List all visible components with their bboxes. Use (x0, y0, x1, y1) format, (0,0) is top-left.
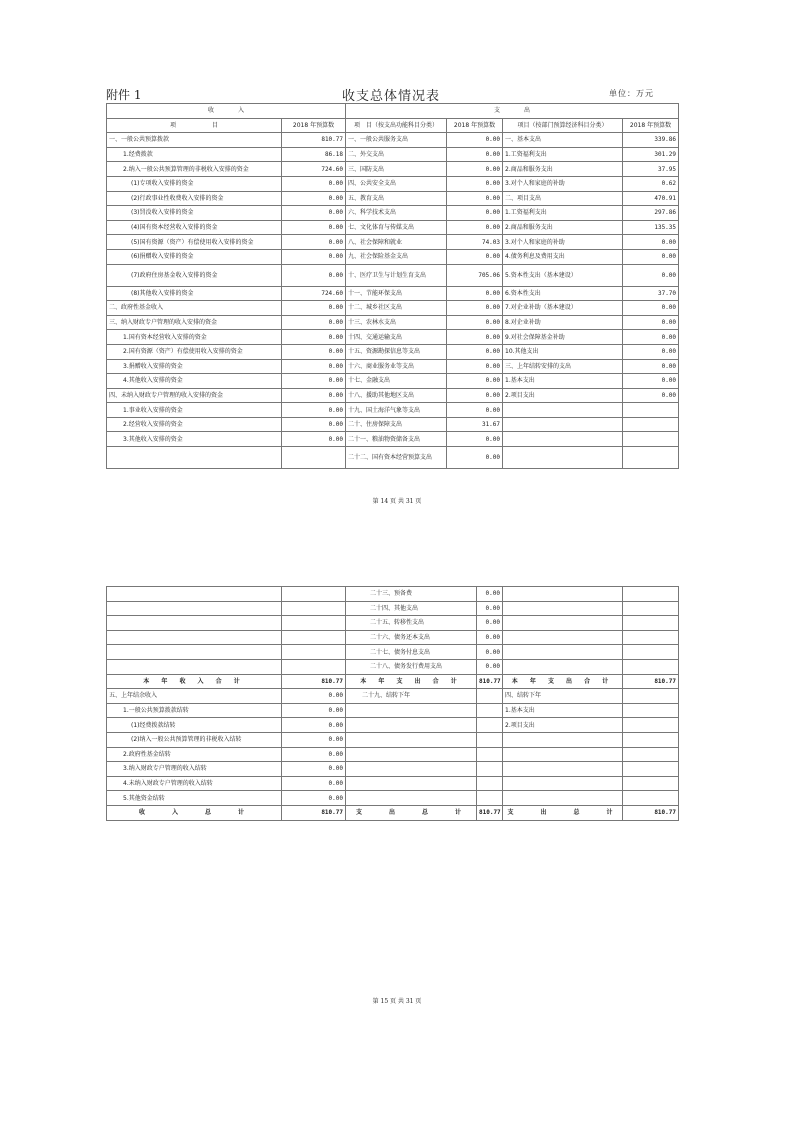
economic-item-cell: 三、上年结转安排的支出 (503, 359, 623, 374)
economic-item-cell: 2.项目支出 (503, 388, 623, 403)
income-item-cell: 2.经营收入安排的资金 (107, 417, 282, 432)
income-item-cell (107, 659, 282, 674)
economic-item-cell: 2.商品和服务支出 (503, 220, 623, 235)
economic-item-cell: 本 年 支 出 合 计 (503, 674, 623, 689)
functional-item-cell: 三、国防支出 (346, 162, 447, 177)
functional-item-cell: 十、医疗卫生与计划生育支出 (346, 264, 447, 286)
functional-item-cell: 五、教育支出 (346, 191, 447, 206)
income-budget-cell: 0.00 (282, 432, 346, 447)
economic-budget-cell (623, 645, 679, 660)
functional-item-cell: 二十二、国有资本经营预算支出 (346, 447, 447, 469)
income-budget-cell: 0.00 (282, 176, 346, 191)
economic-item-cell: 四、结转下年 (503, 689, 623, 704)
functional-item-cell: 十三、农林水支出 (346, 315, 447, 330)
functional-budget-cell: 74.03 (447, 235, 503, 250)
functional-budget-cell: 0.00 (447, 315, 503, 330)
functional-budget-cell: 0.00 (447, 249, 503, 264)
functional-item-cell: 十七、金融支出 (346, 374, 447, 389)
table-row (107, 762, 679, 777)
income-item-cell (107, 645, 282, 660)
col-header-economic-budget: 2018 年预算数 (623, 118, 679, 133)
income-item-cell (107, 630, 282, 645)
economic-budget-cell: 297.86 (623, 206, 679, 221)
functional-budget-cell: 0.00 (477, 587, 503, 602)
functional-item-cell: 二十三、预备费 (346, 587, 477, 602)
functional-item-cell: 一、一般公共服务支出 (346, 133, 447, 148)
income-budget-cell: 0.00 (282, 206, 346, 221)
table-row (107, 776, 679, 791)
economic-item-cell: 1.基本支出 (503, 703, 623, 718)
functional-item-cell: 十六、商业服务业等支出 (346, 359, 447, 374)
economic-item-cell: 2.商品和服务支出 (503, 162, 623, 177)
income-budget-cell: 0.00 (282, 417, 346, 432)
income-item-cell: 五、上年结余收入 (107, 689, 282, 704)
income-budget-cell: 0.00 (282, 220, 346, 235)
functional-budget-cell: 0.00 (477, 659, 503, 674)
economic-item-cell: 支 出 总 计 (503, 805, 623, 820)
economic-item-cell (503, 403, 623, 418)
unit-label: 单位：万元 (609, 89, 654, 98)
functional-item-cell: 二十、住房保障支出 (346, 417, 447, 432)
economic-budget-cell (623, 447, 679, 469)
economic-budget-cell (623, 601, 679, 616)
functional-item-cell: 二十七、债务付息支出 (346, 645, 477, 660)
income-item-cell: (5)国有资源（资产）有偿使用收入安排的资金 (107, 235, 282, 250)
income-budget-cell: 724.60 (282, 162, 346, 177)
table-row (107, 791, 679, 806)
functional-budget-cell: 0.00 (447, 147, 503, 162)
income-budget-cell: 810.77 (282, 674, 346, 689)
income-budget-cell (282, 659, 346, 674)
functional-item-cell: 二十一、粮油物资储备支出 (346, 432, 447, 447)
functional-item-cell: 本 年 支 出 合 计 (346, 674, 477, 689)
income-budget-cell: 0.00 (282, 689, 346, 704)
income-item-cell: (7)政府住房基金收入安排的资金 (107, 264, 282, 286)
economic-budget-cell: 0.00 (623, 374, 679, 389)
income-budget-cell: 0.00 (282, 703, 346, 718)
economic-budget-cell: 810.77 (623, 805, 679, 820)
functional-budget-cell: 0.00 (477, 616, 503, 631)
functional-budget-cell: 0.00 (447, 432, 503, 447)
functional-budget-cell: 0.00 (477, 645, 503, 660)
economic-budget-cell (623, 432, 679, 447)
table-row (107, 747, 679, 762)
economic-item-cell (503, 659, 623, 674)
economic-budget-cell: 0.00 (623, 301, 679, 316)
income-item-cell: (4)国有资本经营收入安排的资金 (107, 220, 282, 235)
table-row (107, 388, 679, 403)
income-budget-cell: 0.00 (282, 718, 346, 733)
table-row (107, 344, 679, 359)
functional-budget-cell: 0.00 (447, 162, 503, 177)
functional-budget-cell (477, 689, 503, 704)
functional-budget-cell: 31.67 (447, 417, 503, 432)
table-row (107, 315, 679, 330)
economic-item-cell (503, 616, 623, 631)
economic-budget-cell: 0.00 (623, 249, 679, 264)
functional-item-cell: 四、公共安全支出 (346, 176, 447, 191)
table-row (107, 432, 679, 447)
income-budget-cell: 0.00 (282, 403, 346, 418)
expense-group-header: 支 出 (346, 104, 679, 119)
functional-budget-cell: 0.00 (447, 388, 503, 403)
table-row (107, 616, 679, 631)
functional-item-cell: 九、社会保险基金支出 (346, 249, 447, 264)
functional-budget-cell: 0.00 (447, 359, 503, 374)
economic-item-cell (503, 587, 623, 602)
economic-item-cell: 10.其他支出 (503, 344, 623, 359)
functional-item-cell: 二十六、债务还本支出 (346, 630, 477, 645)
economic-item-cell: 1.工资福利支出 (503, 147, 623, 162)
table-row (107, 703, 679, 718)
table-row (107, 133, 679, 148)
income-budget-cell (282, 601, 346, 616)
economic-budget-cell (623, 630, 679, 645)
economic-budget-cell: 37.70 (623, 286, 679, 301)
functional-item-cell: 十九、国土海洋气象等支出 (346, 403, 447, 418)
functional-item-cell: 支 出 总 计 (346, 805, 477, 820)
functional-item-cell (346, 791, 477, 806)
col-header-functional-item: 项 目（按支出功能科目分类） (346, 118, 447, 133)
budget-table-page-15 (106, 586, 679, 821)
economic-budget-cell (623, 703, 679, 718)
income-budget-cell: 0.00 (282, 315, 346, 330)
budget-table-page-14 (106, 103, 679, 469)
economic-item-cell: 1.工资福利支出 (503, 206, 623, 221)
total-row (107, 805, 679, 820)
income-budget-cell: 810.77 (282, 133, 346, 148)
income-budget-cell (282, 587, 346, 602)
economic-budget-cell: 470.91 (623, 191, 679, 206)
economic-budget-cell (623, 403, 679, 418)
functional-item-cell: 六、科学技术支出 (346, 206, 447, 221)
economic-item-cell (503, 747, 623, 762)
economic-budget-cell: 339.86 (623, 133, 679, 148)
economic-item-cell: 7.对企业补助（基本建设） (503, 301, 623, 316)
functional-budget-cell: 0.00 (447, 206, 503, 221)
attachment-label: 附件 1 (106, 88, 142, 102)
income-item-cell: (1)专项收入安排的资金 (107, 176, 282, 191)
functional-budget-cell: 0.00 (447, 447, 503, 469)
economic-budget-cell (623, 747, 679, 762)
functional-budget-cell: 0.00 (477, 601, 503, 616)
economic-budget-cell: 0.00 (623, 344, 679, 359)
economic-budget-cell (623, 587, 679, 602)
functional-budget-cell: 0.00 (477, 630, 503, 645)
functional-budget-cell (477, 791, 503, 806)
economic-item-cell (503, 447, 623, 469)
income-item-cell: (1)经费拨款结转 (107, 718, 282, 733)
income-item-cell: 2.政府性基金结转 (107, 747, 282, 762)
table-row (107, 301, 679, 316)
economic-budget-cell: 0.00 (623, 359, 679, 374)
table-row (107, 417, 679, 432)
functional-item-cell: 十四、交通运输支出 (346, 330, 447, 345)
table-row (107, 630, 679, 645)
economic-item-cell: 2.项目支出 (503, 718, 623, 733)
functional-budget-cell: 0.00 (447, 220, 503, 235)
table-row (107, 286, 679, 301)
table-row (107, 330, 679, 345)
economic-budget-cell (623, 689, 679, 704)
functional-item-cell: 二十八、债务发行费用支出 (346, 659, 477, 674)
income-budget-cell: 724.60 (282, 286, 346, 301)
functional-item-cell: 十二、城乡社区支出 (346, 301, 447, 316)
income-item-cell: 5.其他资金结转 (107, 791, 282, 806)
table-row (107, 587, 679, 602)
income-budget-cell: 0.00 (282, 191, 346, 206)
economic-item-cell (503, 791, 623, 806)
income-item-cell: 1.经费拨款 (107, 147, 282, 162)
functional-item-cell: 十八、援助其他地区支出 (346, 388, 447, 403)
income-budget-cell (282, 447, 346, 469)
economic-budget-cell (623, 732, 679, 747)
functional-budget-cell: 0.00 (447, 403, 503, 418)
income-item-cell: 一、一般公共预算拨款 (107, 133, 282, 148)
page-number-14: 第 14 页 共 31 页 (372, 498, 422, 505)
income-budget-cell: 0.00 (282, 776, 346, 791)
functional-budget-cell: 0.00 (447, 344, 503, 359)
economic-budget-cell (623, 791, 679, 806)
income-item-cell: 4.其他收入安排的资金 (107, 374, 282, 389)
income-item-cell: (6)捐赠收入安排的资金 (107, 249, 282, 264)
economic-item-cell (503, 732, 623, 747)
economic-budget-cell: 135.35 (623, 220, 679, 235)
income-budget-cell: 0.00 (282, 732, 346, 747)
table-row (107, 359, 679, 374)
income-budget-cell: 0.00 (282, 374, 346, 389)
income-budget-cell: 0.00 (282, 791, 346, 806)
functional-item-cell: 二、外交支出 (346, 147, 447, 162)
economic-budget-cell (623, 659, 679, 674)
income-item-cell: 1.一般公共预算拨款结转 (107, 703, 282, 718)
functional-item-cell (346, 703, 477, 718)
page-number-15: 第 15 页 共 31 页 (372, 998, 422, 1005)
table-row (107, 249, 679, 264)
table-row (107, 191, 679, 206)
functional-item-cell: 二十九、结转下年 (346, 689, 477, 704)
economic-budget-cell: 0.00 (623, 315, 679, 330)
col-header-income-budget: 2018 年预算数 (282, 118, 346, 133)
income-item-cell: 二、政府性基金收入 (107, 301, 282, 316)
economic-item-cell (503, 776, 623, 791)
functional-budget-cell (477, 732, 503, 747)
functional-budget-cell: 0.00 (447, 176, 503, 191)
table-row (107, 732, 679, 747)
economic-item-cell: 1.基本支出 (503, 374, 623, 389)
functional-budget-cell: 0.00 (447, 330, 503, 345)
functional-item-cell (346, 718, 477, 733)
functional-budget-cell: 705.06 (447, 264, 503, 286)
functional-budget-cell: 0.00 (447, 301, 503, 316)
table-row (107, 403, 679, 418)
income-item-cell: (2)纳入一般公共预算管理的非税收入结转 (107, 732, 282, 747)
economic-item-cell (503, 432, 623, 447)
income-budget-cell: 0.00 (282, 359, 346, 374)
income-budget-cell: 0.00 (282, 249, 346, 264)
table-row (107, 264, 679, 286)
economic-budget-cell: 0.00 (623, 264, 679, 286)
income-item-cell: (2)行政事业性收费收入安排的资金 (107, 191, 282, 206)
income-item-cell: 1.国有资本经营收入安排的资金 (107, 330, 282, 345)
income-item-cell: 3.其他收入安排的资金 (107, 432, 282, 447)
economic-budget-cell: 0.62 (623, 176, 679, 191)
income-budget-cell: 0.00 (282, 235, 346, 250)
col-header-economic-item: 项目（按部门预算经济科目分类） (503, 118, 623, 133)
total-row (107, 674, 679, 689)
income-item-cell: 1.事业收入安排的资金 (107, 403, 282, 418)
economic-item-cell: 9.对社会保障基金补助 (503, 330, 623, 345)
income-item-cell: (3)罚没收入安排的资金 (107, 206, 282, 221)
economic-budget-cell: 301.29 (623, 147, 679, 162)
table-row (107, 689, 679, 704)
functional-budget-cell (477, 776, 503, 791)
income-item-cell: 收 入 总 计 (107, 805, 282, 820)
economic-budget-cell (623, 762, 679, 777)
functional-budget-cell: 810.77 (477, 674, 503, 689)
income-budget-cell: 0.00 (282, 264, 346, 286)
economic-budget-cell: 0.00 (623, 388, 679, 403)
income-budget-cell: 86.18 (282, 147, 346, 162)
income-item-cell (107, 601, 282, 616)
functional-budget-cell: 0.00 (447, 133, 503, 148)
income-item-cell: 本 年 收 入 合 计 (107, 674, 282, 689)
table-row (107, 659, 679, 674)
income-item-cell (107, 616, 282, 631)
income-budget-cell: 0.00 (282, 344, 346, 359)
income-budget-cell: 0.00 (282, 747, 346, 762)
income-budget-cell: 0.00 (282, 762, 346, 777)
functional-budget-cell: 810.77 (477, 805, 503, 820)
economic-item-cell: 5.资本性支出（基本建设） (503, 264, 623, 286)
functional-item-cell (346, 732, 477, 747)
functional-item-cell: 二十四、其他支出 (346, 601, 477, 616)
functional-item-cell: 十五、资源勘探信息等支出 (346, 344, 447, 359)
functional-budget-cell: 0.00 (447, 374, 503, 389)
income-item-cell (107, 587, 282, 602)
income-item-cell: 3.捐赠收入安排的资金 (107, 359, 282, 374)
income-item-cell: 3.纳入财政专户管理的收入结转 (107, 762, 282, 777)
economic-item-cell: 3.对个人和家庭的补助 (503, 235, 623, 250)
economic-item-cell: 8.对企业补助 (503, 315, 623, 330)
economic-budget-cell (623, 718, 679, 733)
economic-budget-cell (623, 616, 679, 631)
table-row (107, 374, 679, 389)
economic-item-cell: 4.债务利息及费用支出 (503, 249, 623, 264)
functional-budget-cell (477, 747, 503, 762)
table-row (107, 718, 679, 733)
functional-budget-cell (477, 762, 503, 777)
report-title: 收支总体情况表 (342, 89, 441, 104)
functional-item-cell: 二十五、转移性支出 (346, 616, 477, 631)
economic-item-cell (503, 645, 623, 660)
income-budget-cell (282, 630, 346, 645)
income-item-cell: 4.未纳入财政专户管理的收入结转 (107, 776, 282, 791)
table-row (107, 645, 679, 660)
functional-budget-cell: 0.00 (447, 286, 503, 301)
col-header-functional-budget: 2018 年预算数 (447, 118, 503, 133)
income-item-cell: 2.纳入一般公共预算管理的非税收入安排的资金 (107, 162, 282, 177)
table-row (107, 162, 679, 177)
income-item-cell: 2.国有资源（资产）有偿使用收入安排的资金 (107, 344, 282, 359)
table-row (107, 176, 679, 191)
functional-item-cell: 十一、节能环保支出 (346, 286, 447, 301)
income-group-header: 收 入 (107, 104, 346, 119)
functional-item-cell (346, 747, 477, 762)
functional-item-cell (346, 776, 477, 791)
economic-item-cell (503, 417, 623, 432)
economic-item-cell: 二、项目支出 (503, 191, 623, 206)
table-row (107, 206, 679, 221)
economic-item-cell (503, 601, 623, 616)
report-header (106, 86, 678, 102)
table-row (107, 235, 679, 250)
income-budget-cell: 0.00 (282, 301, 346, 316)
functional-budget-cell (477, 718, 503, 733)
income-item-cell: 四、未纳入财政专户管理的收入安排的资金 (107, 388, 282, 403)
functional-budget-cell (477, 703, 503, 718)
functional-budget-cell: 0.00 (447, 191, 503, 206)
economic-item-cell (503, 630, 623, 645)
functional-item-cell: 七、文化体育与传媒支出 (346, 220, 447, 235)
economic-budget-cell (623, 417, 679, 432)
table-row (107, 601, 679, 616)
functional-item-cell (346, 762, 477, 777)
col-header-income-item: 项 目 (107, 118, 282, 133)
income-budget-cell (282, 616, 346, 631)
income-budget-cell: 0.00 (282, 388, 346, 403)
table-row (107, 220, 679, 235)
economic-item-cell: 3.对个人和家庭的补助 (503, 176, 623, 191)
income-item-cell: (8)其他收入安排的资金 (107, 286, 282, 301)
income-budget-cell: 810.77 (282, 805, 346, 820)
economic-item-cell: 一、基本支出 (503, 133, 623, 148)
economic-item-cell: 6.资本性支出 (503, 286, 623, 301)
income-budget-cell: 0.00 (282, 330, 346, 345)
economic-budget-cell (623, 776, 679, 791)
income-item-cell (107, 447, 282, 469)
economic-budget-cell: 37.95 (623, 162, 679, 177)
economic-budget-cell: 0.00 (623, 235, 679, 250)
economic-budget-cell: 810.77 (623, 674, 679, 689)
income-item-cell: 三、纳入财政专户管理的收入安排的资金 (107, 315, 282, 330)
functional-item-cell: 八、社会保障和就业 (346, 235, 447, 250)
table-row (107, 447, 679, 469)
economic-item-cell (503, 762, 623, 777)
income-budget-cell (282, 645, 346, 660)
table-row (107, 147, 679, 162)
economic-budget-cell: 0.00 (623, 330, 679, 345)
